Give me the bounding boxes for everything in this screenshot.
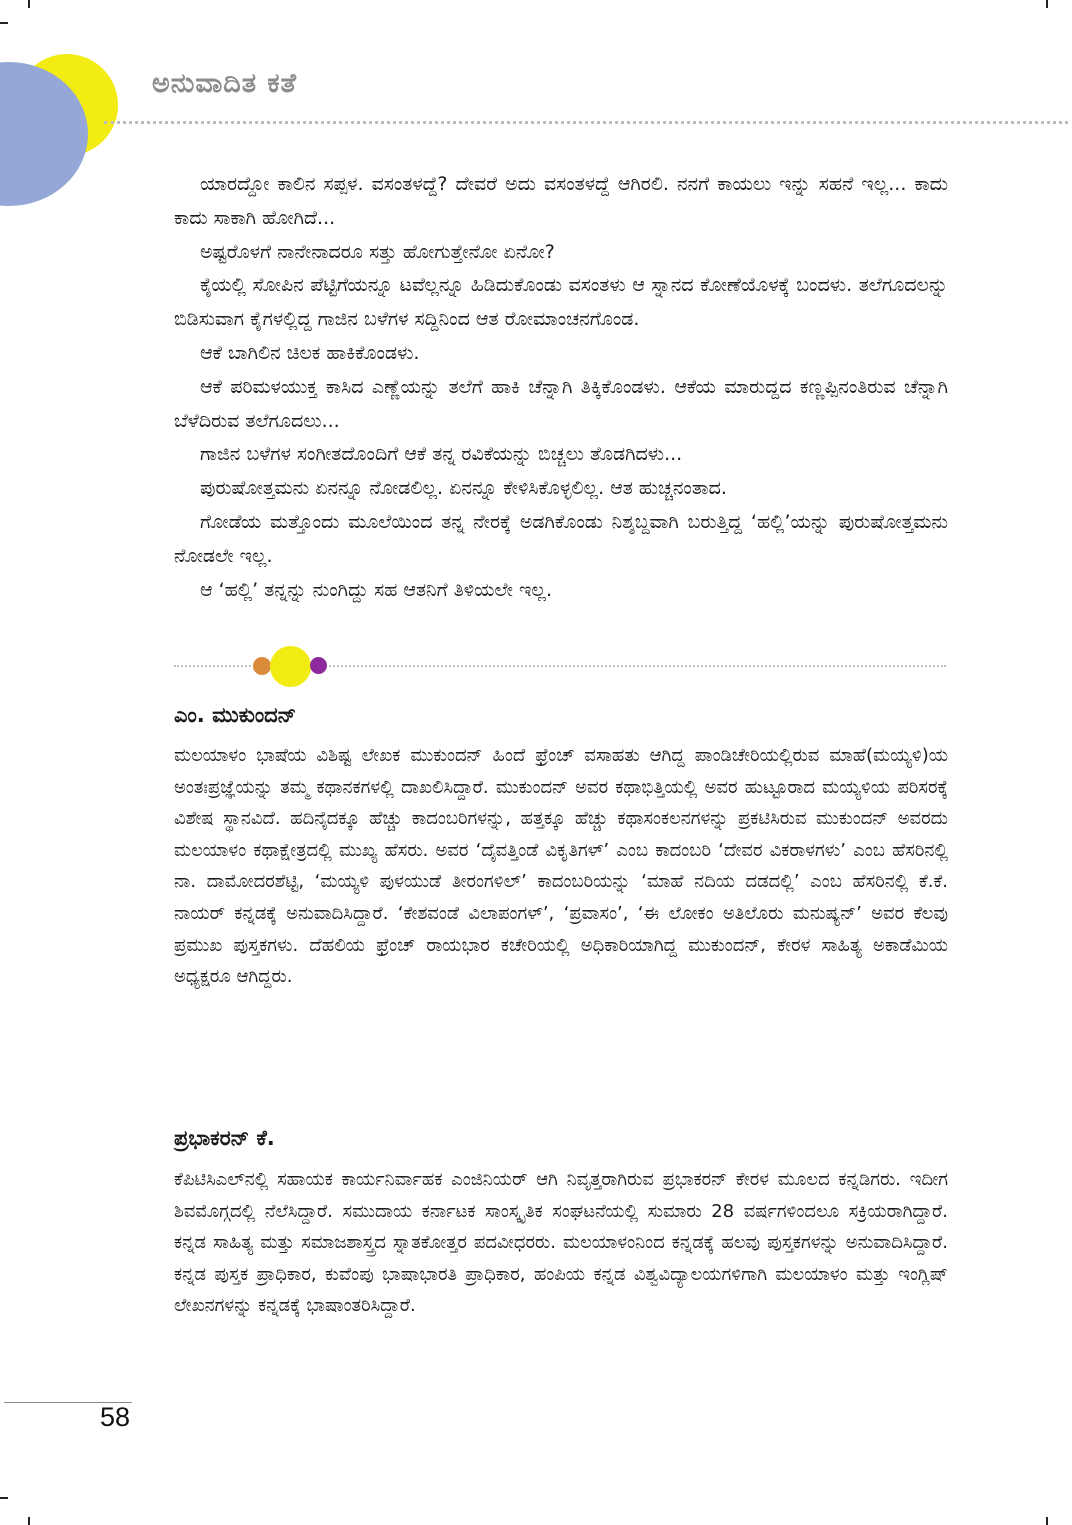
story-paragraph: ಗೋಡೆಯ ಮತ್ತೊಂದು ಮೂಲೆಯಿಂದ ತನ್ನ ನೇರಕ್ಕೆ ಅಡಗಿಕೊಂಡು ನಿಶ್ಶಬ್ದವಾಗಿ ಬರುತ್ತಿದ್ದ ‘ಹಲ್ಲಿ’ಯನ್ನು ಪುರುಷೋತ್ತಮನು ನೋಡಲೇ ಇಲ್ಲ. <box>174 510 948 567</box>
author-bio: ಮಲಯಾಳಂ ಭಾಷೆಯ ವಿಶಿಷ್ಟ ಲೇಖಕ ಮುಕುಂದನ್ ಹಿಂದೆ ಫ್ರೆಂಚ್ ವಸಾಹತು ಆಗಿದ್ದ ಪಾಂಡಿಚೇರಿಯಲ್ಲಿರುವ ಮಾಹೆ(ಮಯ್ಯಳಿ)ಯ ಅಂತಃಪ್ರಜ್ಞೆಯನ್ನು ತಮ್ಮ ಕಥಾನಕಗಳಲ್ಲಿ ದಾಖಲಿಸಿದ್ದಾರೆ. ಮುಕುಂದನ್ ಅವರ ಕಥಾಭಿತ್ತಿಯಲ್ಲಿ ಅವರ ಹುಟ್ಟೂರಾದ ಮಯ್ಯಳಿಯ ಪರಿಸರಕ್ಕೆ ವಿಶೇಷ ಸ್ಥಾನವಿದೆ. ಹದಿನೈದಕ್ಕೂ ಹೆಚ್ಚು ಕಾದಂಬರಿಗಳನ್ನು, ಹತ್ತಕ್ಕೂ ಹೆಚ್ಚು ಕಥಾಸಂಕಲನಗಳನ್ನು ಪ್ರಕಟಿಸಿರುವ ಮುಕುಂದನ್ ಅವರದು ಮಲಯಾಳಂ ಕಥಾಕ್ಷೇತ್ರದಲ್ಲಿ ಮುಖ್ಯ ಹೆಸರು. ಅವರ ‘ದೈವತ್ತಿಂಡೆ ವಿಕೃತಿಗಳ್’ ಎಂಬ ಕಾದಂಬರಿ ‘ದೇವರ ವಿಕರಾಳಗಳು’ ಎಂಬ ಹೆಸರಿನಲ್ಲಿ ನಾ. ದಾಮೋದರಶೆಟ್ಟಿ, ‘ಮಯ್ಯಳಿ ಪುಳಯುಡೆ ತೀರಂಗಳಿಲ್’ ಕಾದಂಬರಿಯನ್ನು ‘ಮಾಹೆ ನದಿಯ ದಡದಲ್ಲಿ’ ಎಂಬ ಹೆಸರಿನಲ್ಲಿ ಕೆ.ಕೆ. ನಾಯರ್ ಕನ್ನಡಕ್ಕೆ ಅನುವಾದಿಸಿದ್ದಾರೆ. ‘ಕೇಶವಂಡೆ ವಿಲಾಪಂಗಳ್’, ‘ಪ್ರವಾಸಂ’, ‘ಈ ಲೋಕಂ ಅತಿಲೊರು ಮನುಷ್ಯನ್’ ಅವರ ಕೆಲವು ಪ್ರಮುಖ ಪುಸ್ತಕಗಳು. ದೆಹಲಿಯ ಫ್ರೆಂಚ್ ರಾಯಭಾರ ಕಚೇರಿಯಲ್ಲಿ ಅಧಿಕಾರಿಯಾಗಿದ್ದ ಮುಕುಂದನ್, ಕೇರಳ ಸಾಹಿತ್ಯ ಅಕಾಡೆಮಿಯ ಅಧ್ಯಕ್ಷರೂ ಆಗಿದ್ದರು. <box>174 745 948 988</box>
crop-mark <box>28 1517 30 1525</box>
header-dotted-rule <box>104 121 1068 124</box>
ornament-purple-dot <box>310 657 327 674</box>
crop-mark <box>0 22 8 24</box>
section-title: ಅನುವಾದಿತ ಕತೆ <box>152 68 297 99</box>
crop-mark <box>1046 1517 1048 1525</box>
page-number: 58 <box>100 1402 131 1432</box>
story-paragraph: ಗಾಜಿನ ಬಳೆಗಳ ಸಂಗೀತದೊಂದಿಗೆ ಆಕೆ ತನ್ನ ರವಿಕೆಯನ್ನು ಬಿಚ್ಚಲು ತೊಡಗಿದಳು... <box>200 443 683 466</box>
story-paragraph: ಆಕೆ ಬಾಗಿಲಿನ ಚಿಲಕ ಹಾಕಿಕೊಂಡಳು. <box>200 341 420 364</box>
story-paragraph: ಪುರುಷೋತ್ತಮನು ಏನನ್ನೂ ನೋಡಲಿಲ್ಲ. ಏನನ್ನೂ ಕೇಳಿಸಿಕೊಳ್ಳಲಿಲ್ಲ. ಆತ ಹುಚ್ಚನಂತಾದ. <box>200 477 727 500</box>
crop-mark <box>28 0 30 8</box>
author-name: ಎಂ. ಮುಕುಂದನ್ <box>174 703 297 727</box>
crop-mark <box>0 1497 8 1499</box>
story-paragraph: ಆ ‘ಹಲ್ಲಿ’ ತನ್ನನ್ನು ನುಂಗಿದ್ದು ಸಹ ಆತನಿಗೆ ತಿಳಿಯಲೇ ಇಲ್ಲ. <box>200 578 553 601</box>
story-text <box>174 168 948 607</box>
story-paragraph: ಕೈಯಲ್ಲಿ ಸೋಪಿನ ಪೆಟ್ಟಿಗೆಯನ್ನೂ ಟವೆಲ್ಲನ್ನೂ ಹಿಡಿದುಕೊಂಡು ವಸಂತಳು ಆ ಸ್ನಾನದ ಕೋಣೆಯೊಳಕ್ಕೆ ಬಂದಳು. ತಲೆಗೂದಲನ್ನು ಬಿಡಿಸುವಾಗ ಕೈಗಳಲ್ಲಿದ್ದ ಗಾಜಿನ ಬಳೆಗಳ ಸದ್ದಿನಿಂದ ಆತ ರೋಮಾಂಚನಗೊಂಡ. <box>174 274 948 331</box>
story-paragraph: ಯಾರದ್ದೋ ಕಾಲಿನ ಸಪ್ಪಳ. ವಸಂತಳದ್ದೆ? ದೇವರೆ ಅದು ವಸಂತಳದ್ದೆ ಆಗಿರಲಿ. ನನಗೆ ಕಾಯಲು ಇನ್ನು ಸಹನೆ ಇಲ್ಲ... ಕಾದು ಕಾದು ಸಾಕಾಗಿ ಹೋಗಿದೆ... <box>174 173 948 229</box>
story-paragraph: ಅಷ್ಟರೊಳಗೆ ನಾನೇನಾದರೂ ಸತ್ತು ಹೋಗುತ್ತೇನೋ ಏನೋ? <box>200 240 555 263</box>
ornament-orange-dot <box>253 657 271 675</box>
translator-bio: ಕೆಪಿಟಿಸಿಎಲ್‌ನಲ್ಲಿ ಸಹಾಯಕ ಕಾರ್ಯನಿರ್ವಾಹಕ ಎಂಜಿನಿಯರ್ ಆಗಿ ನಿವೃತ್ತರಾಗಿರುವ ಪ್ರಭಾಕರನ್ ಕೇರಳ ಮೂಲದ ಕನ್ನಡಿಗರು. ಇದೀಗ ಶಿವಮೊಗ್ಗದಲ್ಲಿ ನೆಲೆಸಿದ್ದಾರೆ. ಸಮುದಾಯ ಕರ್ನಾಟಕ ಸಾಂಸ್ಕೃತಿಕ ಸಂಘಟನೆಯಲ್ಲಿ ಸುಮಾರು 28 ವರ್ಷಗಳಿಂದಲೂ ಸಕ್ರಿಯರಾಗಿದ್ದಾರೆ. ಕನ್ನಡ ಸಾಹಿತ್ಯ ಮತ್ತು ಸಮಾಜಶಾಸ್ತ್ರದ ಸ್ನಾತಕೋತ್ತರ ಪದವೀಧರರು. ಮಲಯಾಳಂನಿಂದ ಕನ್ನಡಕ್ಕೆ ಹಲವು ಪುಸ್ತಕಗಳನ್ನು ಅನುವಾದಿಸಿದ್ದಾರೆ. ಕನ್ನಡ ಪುಸ್ತಕ ಪ್ರಾಧಿಕಾರ, ಕುವೆಂಪು ಭಾಷಾಭಾರತಿ ಪ್ರಾಧಿಕಾರ, ಹಂಪಿಯ ಕನ್ನಡ ವಿಶ್ವವಿದ್ಯಾಲಯಗಳಿಗಾಗಿ ಮಲಯಾಳಂ ಮತ್ತು ಇಂಗ್ಲಿಷ್ ಲೇಖನಗಳನ್ನು ಕನ್ನಡಕ್ಕೆ ಭಾಷಾಂತರಿಸಿದ್ದಾರೆ. <box>174 1169 948 1317</box>
translator-name: ಪ್ರಭಾಕರನ್ ಕೆ. <box>174 1126 275 1150</box>
story-paragraph: ಆಕೆ ಪರಿಮಳಯುಕ್ತ ಕಾಸಿದ ಎಣ್ಣೆಯನ್ನು ತಲೆಗೆ ಹಾಕಿ ಚೆನ್ನಾಗಿ ತಿಕ್ಕಿಕೊಂಡಳು. ಆಕೆಯ ಮಾರುದ್ದದ ಕಣ್ಣಪ್ಪಿನಂತಿರುವ ಚೆನ್ನಾಗಿ ಬೆಳೆದಿರುವ ತಲೆಗೂದಲು... <box>174 375 948 432</box>
crop-mark <box>1046 0 1048 8</box>
ornament-yellow-dot <box>270 646 311 687</box>
